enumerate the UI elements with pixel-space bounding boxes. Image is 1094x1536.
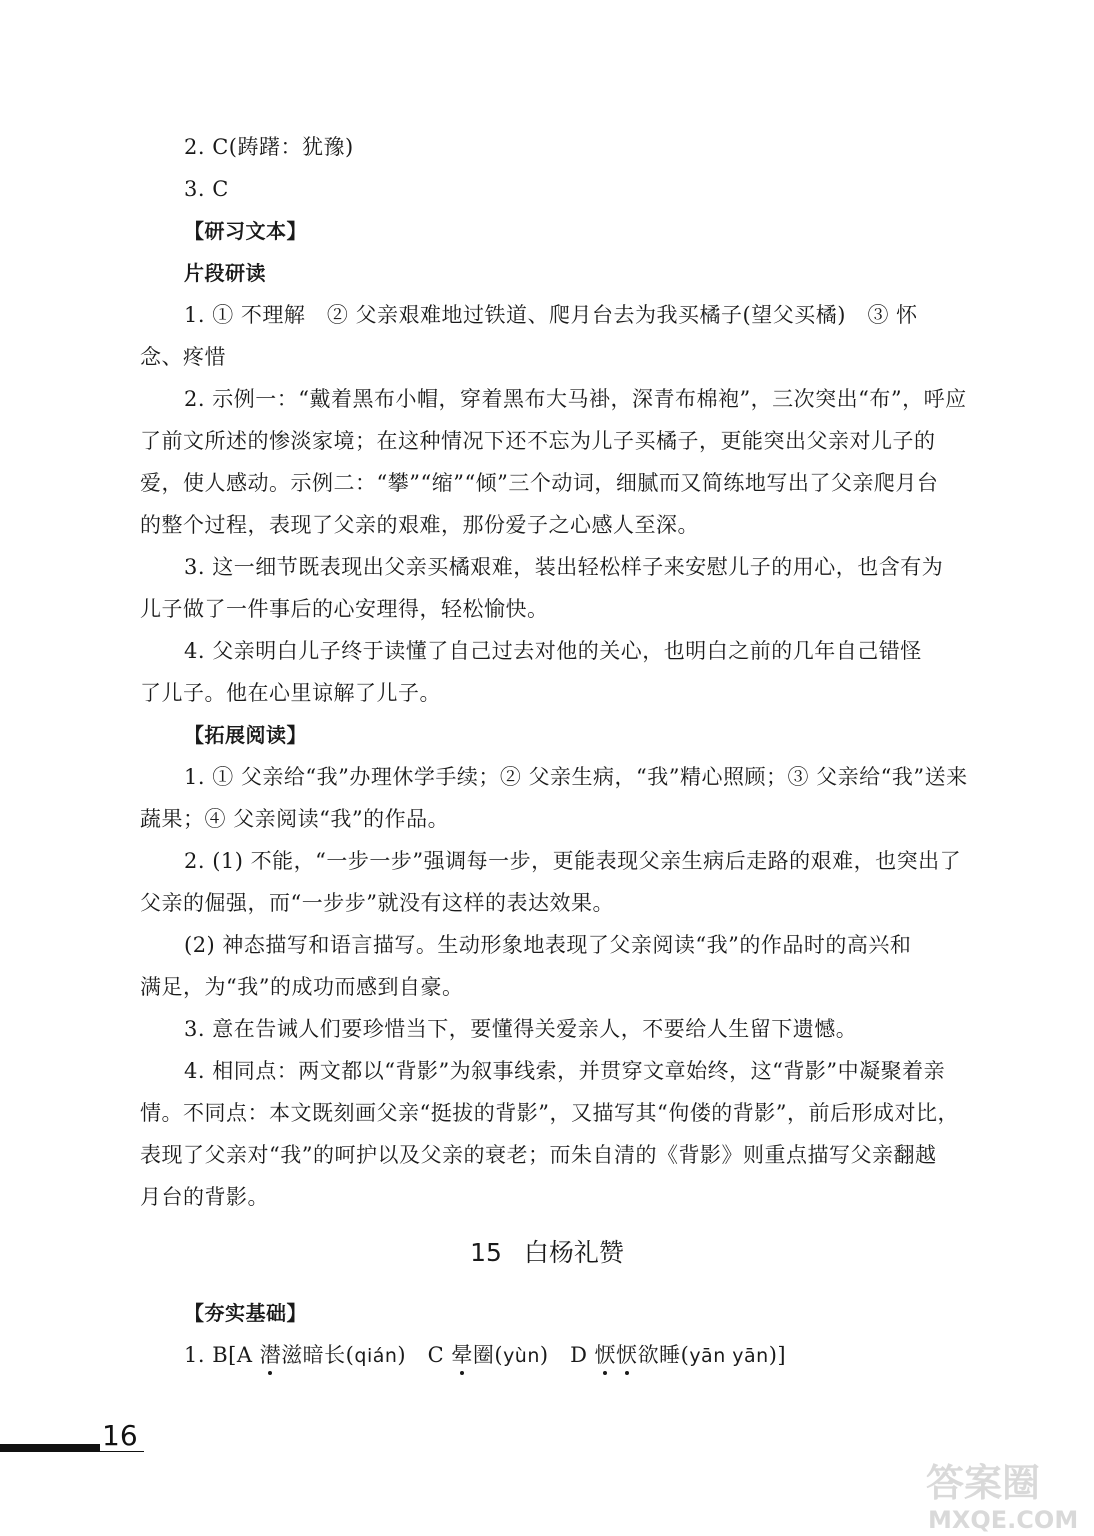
answer-line: 表现了父亲对“我”的呵护以及父亲的衰老；而朱自清的《背影》则重点描写父亲翻越 [140,1143,937,1167]
answer-line: 念、疼惜 [140,345,226,369]
answer-line: 2. (1) 不能，“一步一步”强调每一步，更能表现父亲生病后走路的艰难，也突出了 [184,849,962,873]
answer-line: 蔬果；④ 父亲阅读“我”的作品。 [140,807,450,831]
lesson-title [0,1236,1094,1270]
page-number: 16 [102,1419,138,1452]
answer-line: 月台的背影。 [140,1185,269,1209]
answer-line: 3. C [184,177,229,201]
answer-line: 2. 示例一：“戴着黑布小帽，穿着黑布大马褂，深青布棉袍”，三次突出“布”，呼应 [184,387,967,411]
answer-line: 了儿子。他在心里谅解了儿子。 [140,681,441,705]
lesson-number: 15 [470,1238,502,1267]
answer-line: 4. 相同点：两文都以“背影”为叙事线索，并贯穿文章始终，这“背影”中凝聚着亲 [184,1059,946,1083]
section-heading-tuozhan: 【拓展阅读】 [184,723,307,747]
emphasis-char: 潜 [259,1343,282,1367]
answer-line: 3. 意在告诫人们要珍惜当下，要懂得关爱亲人，不要给人生留下遗憾。 [184,1017,858,1041]
watermark-top: 答案圈 [926,1461,1041,1505]
watermark-logo [922,1456,1082,1534]
answer-line: 爱，使人感动。示例二：“攀”“缩”“倾”三个动词，细腻而又简练地写出了父亲爬月台 [140,471,939,495]
emphasis-char: 晕 [451,1343,473,1367]
pinyin: qián [354,1345,398,1367]
answer-line: 情。不同点：本文既刻画父亲“挺拔的背影”，又描写其“佝偻的背影”，前后形成对比， [140,1101,959,1125]
answer-line: (2) 神态描写和语言描写。生动形象地表现了父亲阅读“我”的作品时的高兴和 [184,933,912,957]
emphasis-char: 恹 [594,1343,617,1367]
answer-line: 2. C(踌躇：犹豫) [184,135,354,159]
answer-line: 4. 父亲明白儿子终于读懂了自己过去对他的关心，也明白之前的几年自己错怪 [184,639,922,663]
answer-line: 父亲的倔强，而“一步步”就没有这样的表达效果。 [140,891,614,915]
answer-line: 3. 这一细节既表现出父亲买橘艰难，装出轻松样子来安慰儿子的用心，也含有为 [184,555,944,579]
pinyin: yùn [503,1345,540,1367]
answer-line: 的整个过程，表现了父亲的艰难，那份爱子之心感人至深。 [140,513,699,537]
answer-line: 儿子做了一件事后的心安理得，轻松愉快。 [140,597,549,621]
emphasis-char: 恹 [616,1343,638,1367]
subheading-pianduan: 片段研读 [184,261,266,285]
answer-line: 满足，为“我”的成功而感到自豪。 [140,975,464,999]
section-heading-hangshi: 【夯实基础】 [184,1301,307,1325]
answer-line: 1. ① 不理解 ② 父亲艰难地过铁道、爬月台去为我买橘子(望父买橘) ③ 怀 [184,303,918,327]
answer-line: 了前文所述的惨淡家境；在这种情况下还不忘为儿子买橘子，更能突出父亲对儿子的 [140,429,936,453]
footer-bar [0,1444,100,1452]
answer-line: 1. ① 父亲给“我”办理休学手续；② 父亲生病，“我”精心照顾；③ 父亲给“我”送来 [184,765,968,789]
watermark-bottom: MXQE.COM [928,1506,1079,1534]
answer-line-pinyin: 1. B[A 潜滋暗长(qián) C 晕圈(yùn) D 恹恹欲睡(yān yān)] [184,1343,787,1367]
pinyin: yān yān [689,1345,769,1367]
section-heading-yanxi: 【研习文本】 [184,219,307,243]
lesson-name: 白杨礼赞 [523,1238,624,1267]
